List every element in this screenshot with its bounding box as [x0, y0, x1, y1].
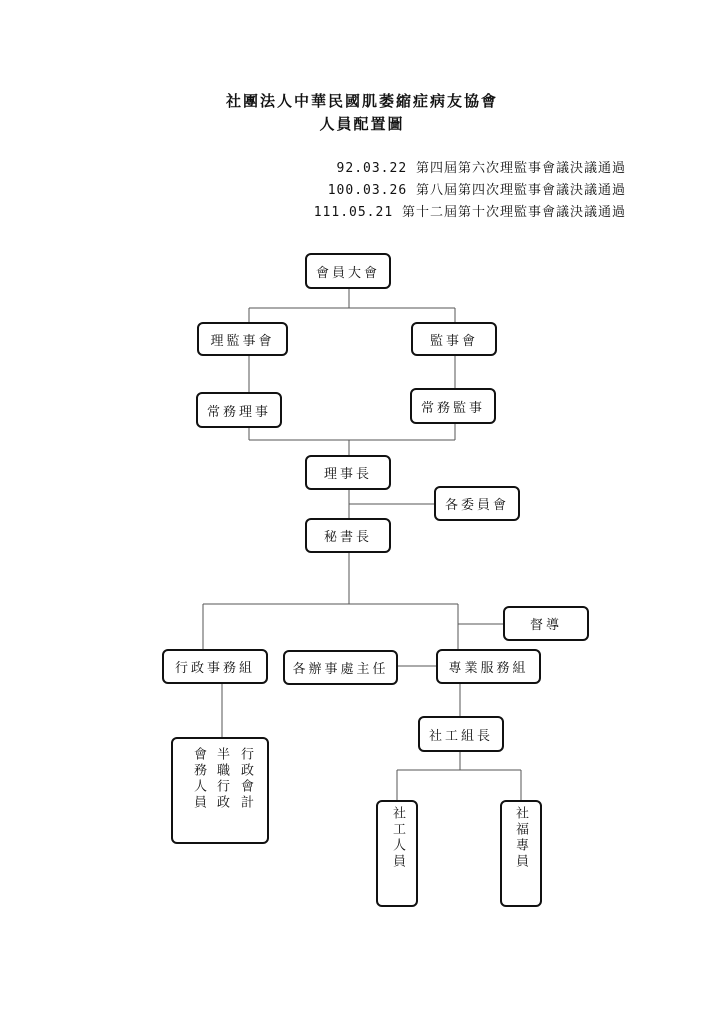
general-assembly-box: [305, 253, 391, 289]
admin-group-box: [162, 649, 268, 684]
welfare-specialist-label: 社福專員: [513, 806, 528, 870]
professional-services-box: [436, 649, 541, 684]
supervision-box: [503, 606, 589, 641]
office-directors-label: 各辦事處主任: [292, 662, 389, 677]
admin-group-label: 行政事務組: [174, 661, 255, 676]
supervision-label: 督導: [529, 618, 562, 633]
chairman-box: [305, 455, 391, 490]
committees-box: [434, 486, 520, 521]
office-directors-box: [283, 650, 398, 685]
board-of-supervisors-box: [411, 322, 497, 356]
chart-title: 社團法人中華民國肌萎縮症病友協會: [225, 92, 498, 110]
approval-note-2: 100.03.26 第八屆第四次理監事會議決議通過: [327, 183, 626, 198]
general-assembly-label: 會員大會: [315, 265, 380, 281]
secretary-general-box: [305, 518, 391, 553]
standing-directors-box: [196, 392, 282, 428]
admin-staff-col3: 會務人員: [191, 747, 206, 811]
admin-staff-col2: 半職行政: [214, 747, 229, 811]
board-of-directors-box: [197, 322, 288, 356]
chairman-label: 理事長: [323, 467, 372, 482]
social-work-leader-label: 社工組長: [428, 728, 493, 744]
social-workers-label: 社工人員: [390, 806, 405, 870]
committees-label: 各委員會: [444, 498, 509, 513]
board-of-supervisors-label: 監事會: [429, 333, 478, 349]
admin-staff-col1: 行政會計: [238, 747, 253, 811]
social-work-leader-box: [418, 716, 504, 752]
board-of-directors-label: 理監事會: [210, 333, 275, 349]
approval-note-3: 111.05.21 第十二屆第十次理監事會議決議通過: [313, 205, 626, 220]
chart-subtitle: 人員配置圖: [319, 115, 405, 133]
secretary-general-label: 秘書長: [323, 530, 372, 545]
standing-directors-label: 常務理事: [206, 404, 271, 420]
professional-services-label: 專業服務組: [448, 661, 529, 676]
standing-supervisors-label: 常務監事: [420, 400, 485, 416]
standing-supervisors-box: [410, 388, 496, 424]
approval-note-1: 92.03.22 第四屆第六次理監事會議決議通過: [336, 161, 626, 176]
